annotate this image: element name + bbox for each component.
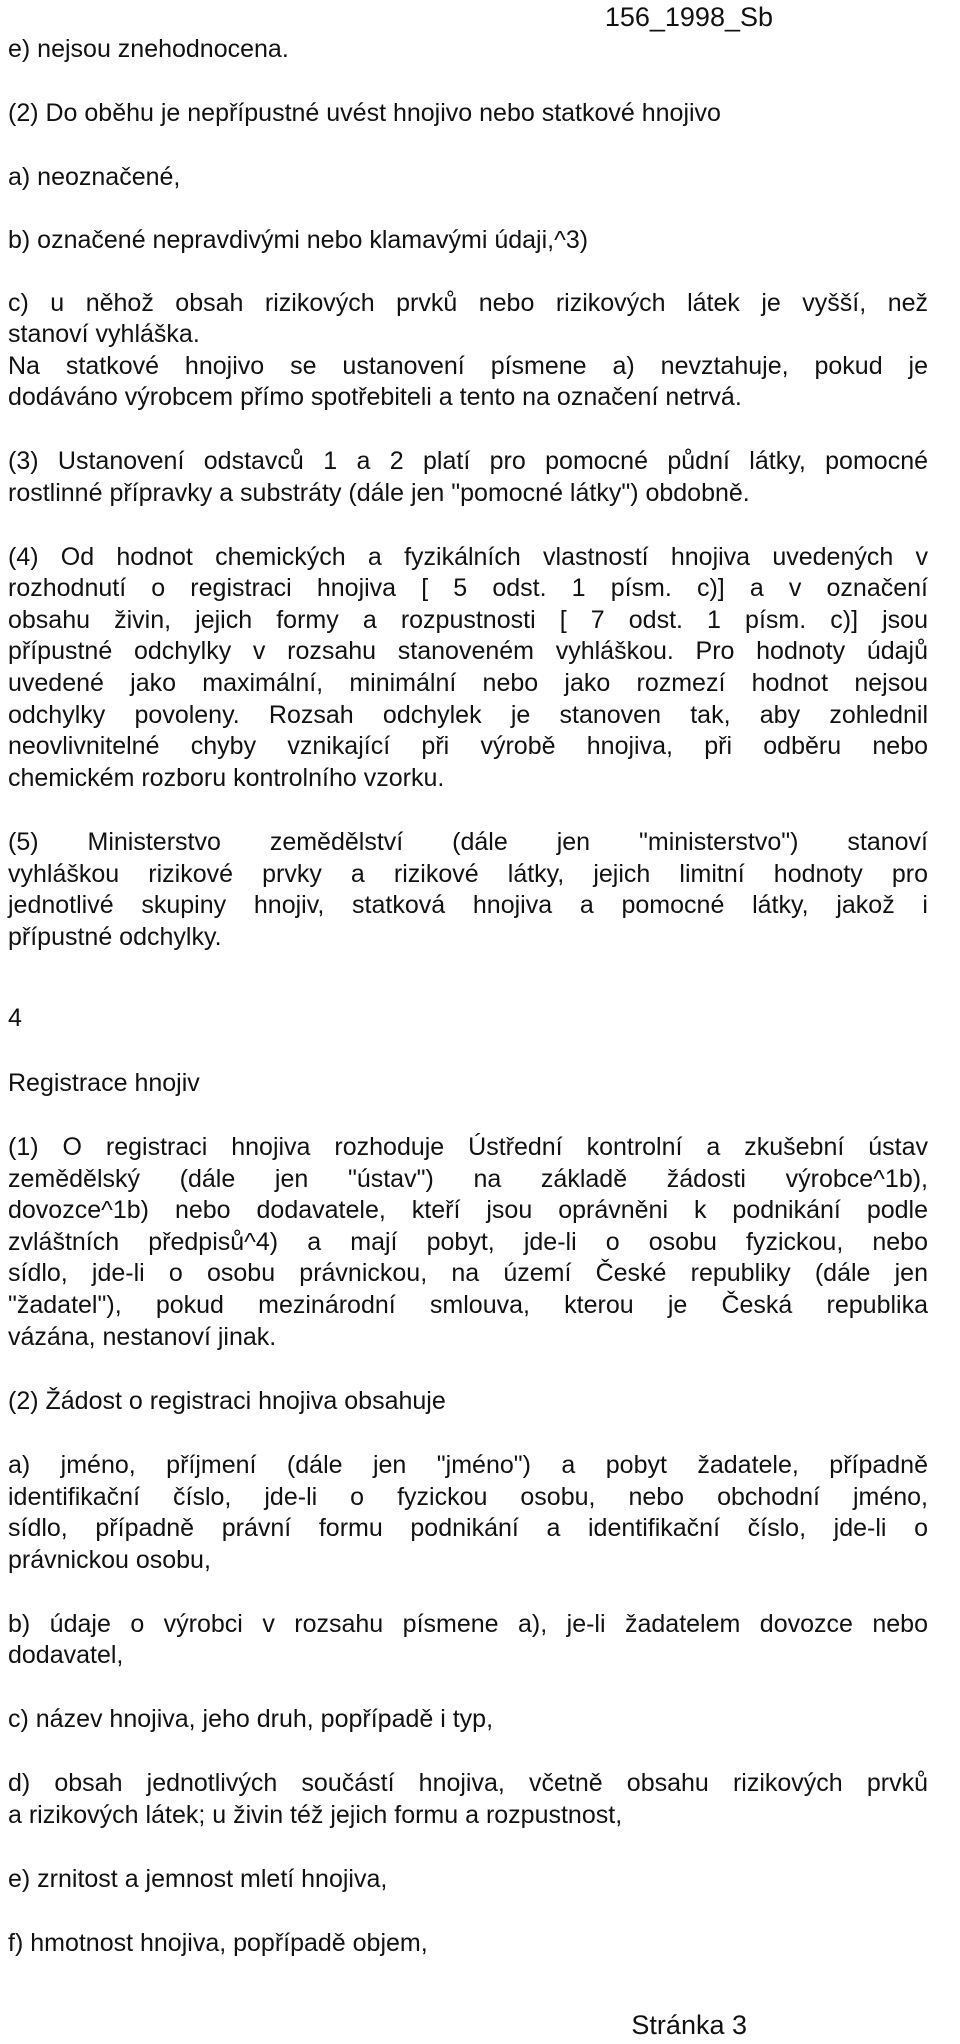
text-line-31: vázána, nestanoví jinak. [8,1323,277,1351]
text-line-22: přípustné odchylky. [8,923,222,951]
text-line-18: chemickém rozboru kontrolního vzorku. [8,764,445,792]
text-line-42: e) zrnitost a jemnost mletí hnojiva, [8,1865,388,1893]
text-line-21: jednotlivé skupiny hnojiv, statková hnojiva a pomocné látky, jakož i [8,891,928,919]
text-line-28: zvláštních předpisů^4) a mají pobyt, jde-li o osobu fyzickou, nebo [8,1228,928,1256]
text-line-8: dodáváno výrobcem přímo spotřebiteli a tento na označení netrvá. [8,383,742,411]
text-line-33: a) jméno, příjmení (dále jen "jméno") a pobyt žadatele, případně [8,1451,928,1479]
text-line-17: neovlivnitelné chyby vznikající při výrobě hnojiva, při odběru nebo [8,732,928,760]
text-line-13: obsahu živin, jejich formy a rozpustnosti [ 7 odst. 1 písm. c)] jsou [8,606,928,634]
text-line-26: zemědělský (dále jen "ústav") na základě žádosti výrobce^1b), [8,1165,928,1193]
text-line-40: d) obsah jednotlivých součástí hnojiva, včetně obsahu rizikových prvků [8,1769,928,1797]
text-line-5: c) u něhož obsah rizikových prvků nebo rizikových látek je vyšší, než [8,289,928,317]
text-line-12: rozhodnutí o registraci hnojiva [ 5 odst. 1 písm. c)] a v označení [8,574,928,602]
text-line-2: (2) Do oběhu je nepřípustné uvést hnojivo nebo statkové hnojivo [8,99,721,127]
text-line-41: a rizikových látek; u živin též jejich formu a rozpustnost, [8,1801,623,1829]
section-number: 4 [8,1004,22,1032]
page-number: Stránka 3 [631,2010,747,2040]
text-line-3: a) neoznačené, [8,163,181,191]
section-title: Registrace hnojiv [8,1069,200,1097]
text-line-11: (4) Od hodnot chemických a fyzikálních vlastností hnojiva uvedených v [8,543,928,571]
text-line-32: (2) Žádost o registraci hnojiva obsahuje [8,1387,446,1415]
text-line-10: rostlinné přípravky a substráty (dále jen "pomocné látky") obdobně. [8,479,750,507]
text-line-9: (3) Ustanovení odstavců 1 a 2 platí pro pomocné půdní látky, pomocné [8,447,928,475]
text-line-25: (1) O registraci hnojiva rozhoduje Ústřední kontrolní a zkušební ústav [8,1133,928,1161]
text-line-19: (5) Ministerstvo zemědělství (dále jen "ministerstvo") stanoví [8,828,928,856]
text-line-16: odchylky povoleny. Rozsah odchylek je stanoven tak, aby zohlednil [8,701,928,729]
text-line-30: "žadatel"), pokud mezinárodní smlouva, kterou je Česká republika [8,1291,928,1319]
text-line-20: vyhláškou rizikové prvky a rizikové látky, jejich limitní hodnoty pro [8,860,928,888]
text-line-27: dovozce^1b) nebo dodavatele, kteří jsou oprávněni k podnikání podle [8,1196,928,1224]
text-line-1: e) nejsou znehodnocena. [8,35,289,63]
document-id: 156_1998_Sb [604,2,773,32]
text-line-43: f) hmotnost hnojiva, popřípadě objem, [8,1929,428,1957]
text-line-6: stanoví vyhláška. [8,320,200,348]
text-line-39: c) název hnojiva, jeho druh, popřípadě i typ, [8,1705,494,1733]
text-line-35: sídlo, případně právní formu podnikání a identifikační číslo, jde-li o [8,1514,928,1542]
text-line-36: právnickou osobu, [8,1546,211,1574]
text-line-37: b) údaje o výrobci v rozsahu písmene a), je-li žadatelem dovozce nebo [8,1610,928,1638]
text-line-29: sídlo, jde-li o osobu právnickou, na území České republiky (dále jen [8,1259,928,1287]
text-line-7: Na statkové hnojivo se ustanovení písmene a) nevztahuje, pokud je [8,352,928,380]
text-line-14: přípustné odchylky v rozsahu stanoveném vyhláškou. Pro hodnoty údajů [8,637,928,665]
text-line-15: uvedené jako maximální, minimální nebo jako rozmezí hodnot nejsou [8,669,928,697]
text-line-4: b) označené nepravdivými nebo klamavými údaji,^3) [8,226,589,254]
text-line-34: identifikační číslo, jde-li o fyzickou osobu, nebo obchodní jméno, [8,1483,928,1511]
text-line-38: dodavatel, [8,1641,124,1669]
